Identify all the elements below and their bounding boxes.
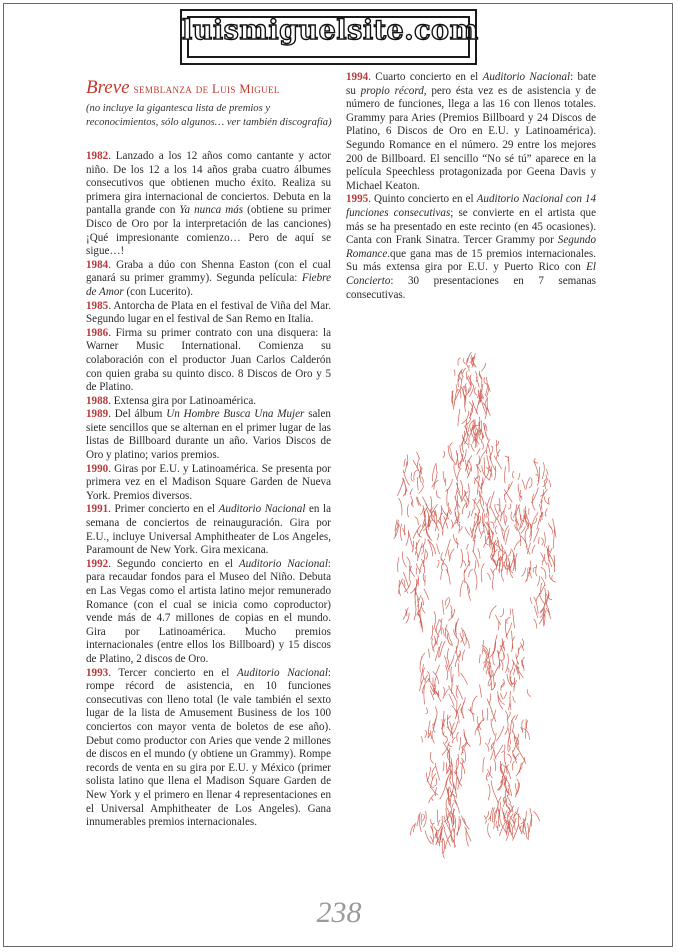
left-column	[86, 150, 331, 830]
entry-year: 1988	[86, 394, 109, 407]
entry-text: salen siete sencillos que se alternan en el primer lugar de las listas de Billboard durante un año. Varios Discos de Oro y platino; varios premios.	[86, 408, 331, 462]
title-rest: semblanza de Luis Miguel	[133, 82, 280, 96]
entry-year: 1991	[86, 503, 109, 516]
figure-left-leg	[419, 597, 474, 824]
entry-year: 1995	[346, 193, 369, 206]
figure-right-foot-strokes	[484, 806, 540, 841]
figure-right-leg-strokes	[472, 606, 531, 827]
figure-right-leg	[472, 606, 531, 827]
figure-right-foot	[484, 806, 540, 841]
entry-text: . Lanzado a los 12 años como cantante y actor niño. De los 12 a los 14 años graba cuatro álbumes consecutivos que obtienen mucho éxito. Realiza su primera gira internacional de conciertos. Debuta en la pantalla grande con	[86, 150, 331, 217]
entry-year: 1989	[86, 408, 109, 421]
figure-torso	[419, 435, 529, 601]
figure-torso-strokes	[419, 435, 529, 601]
entry-year: 1992	[86, 557, 109, 570]
right-column	[346, 71, 596, 302]
entry-1986	[86, 327, 331, 395]
entry-text: : para recaudar fondos para el Museo del Niño. Debuta en Las Vegas como el artista latino mejor remunerado Romance (con el cual se inicia como coproductor) vende más de 4.7 millones de copias en el mundo. Gira por Latinoamérica. Mucho premios internacionales (entre ellos los Billboard) y 15 discos de Platino, 2 discos de Oro.	[86, 557, 331, 665]
entry-year: 1993	[86, 666, 109, 679]
entry-text: . Giras por E.U. y Latinoamérica. Se presenta por primera vez en el Madison Square Garden de Nueva York. Premios diversos.	[86, 462, 331, 502]
entry-year: 1985	[86, 299, 109, 312]
entry-text: . Tercer concierto en el	[108, 666, 238, 679]
title-word: Breve	[86, 77, 130, 98]
entry-text: . Antorcha de Plata en el festival de Viña del Mar. Segundo lugar en el festival de San Remo en Italia.	[86, 299, 331, 326]
entry-text: (con Lucerito).	[123, 285, 194, 298]
figure-sketch	[385, 345, 585, 863]
entry-text: (obtiene su primer Disco de Oro por la interpretación de las canciones) ¡Qué impresionante comienzo… Pero de aquí se sigue…!	[86, 204, 331, 258]
entry-text: . Del álbum	[108, 408, 167, 421]
logo-text: luismiguelsite.com	[182, 15, 479, 46]
figure-right-arm	[521, 458, 557, 628]
figure-left-foot-strokes	[410, 808, 471, 858]
entry-text: : bate su	[346, 71, 596, 97]
entry-year: 1984	[86, 258, 109, 271]
entry-text: . Primer concierto en el	[108, 503, 219, 516]
entry-text: . Segundo concierto en el	[108, 557, 239, 570]
entry-text: . Graba a dúo con Shenna Easton (con el cual ganará su primer grammy). Segunda película:	[86, 258, 331, 285]
entry-1992	[86, 558, 331, 667]
entry-italic-text: Ya nunca más	[179, 204, 244, 217]
figure-left-arm	[394, 452, 433, 632]
entry-italic-text: propio récord	[360, 84, 424, 97]
entry-1995	[346, 193, 596, 302]
entry-italic-text: Auditorio Nacional	[482, 71, 571, 83]
entry-italic-text: Auditorio Nacional	[238, 557, 328, 570]
entry-italic-text: Auditorio Nacional	[218, 503, 306, 516]
entry-year: 1994	[346, 71, 369, 83]
entry-1994	[346, 71, 596, 193]
figure-left-arm-strokes	[394, 452, 433, 632]
entry-text: . Firma su primer contrato con una disquera: la Warner Music International. Comienza su colaboración con el productor Juan Carlos Calderón con quien graba su quinto disco. 8 Discos de Oro y 5 de Platino.	[86, 326, 331, 394]
entry-text: .que gana mas de 15 premios internacionales. Su más extensa gira por E.U. y Puerto Rico con	[346, 247, 596, 274]
entry-year: 1990	[86, 462, 109, 475]
entry-1984	[86, 259, 331, 300]
entry-italic-text: Auditorio Nacional con 14 funciones consecutivas	[346, 193, 596, 219]
entry-text: . Cuarto concierto en el	[368, 71, 483, 83]
entry-1988	[86, 395, 331, 409]
entry-1985	[86, 300, 331, 327]
entry-1982	[86, 150, 331, 259]
entry-text: ; se convierte en el artista que más se ha presentado en este recinto (en 45 ocasiones). Canta con Frank Sinatra. Tercer Grammy por	[346, 206, 596, 247]
figure-left-foot	[410, 808, 471, 858]
entry-year: 1982	[86, 150, 109, 162]
entry-year: 1986	[86, 326, 109, 339]
figure-left-leg-strokes	[419, 597, 474, 824]
figure-right-arm-strokes	[521, 458, 557, 628]
figure-head-strokes	[452, 352, 491, 426]
entry-text: , pero ésta vez es de asistencia y de número de funciones, llega a las 16 con llenos totales. Grammy para Aries (Premios Billboard y 24 Discos de Platino, 6 Discos de Oro en E.U. y Latinoamérica). Segundo Romance en el número. 29 entre los mejores 200 de Billboard. El sencillo “No sé tú” aparece en la película Speechless protagonizada por Geena Davis y Michael Keaton.	[346, 84, 596, 192]
entry-1991	[86, 503, 331, 557]
subtitle: (no incluye la gigantesca lista de premios y reconocimientos, sólo algunos… ver también discografía)	[86, 103, 332, 128]
entry-text: : 30 presentaciones en 7 semanas consecutivas.	[346, 274, 596, 301]
entry-italic-text: Un Hombre Busca Una Mujer	[166, 408, 305, 421]
entry-italic-text: Segundo Romance	[346, 234, 596, 260]
entry-italic-text: Fiebre de Amor	[86, 272, 331, 298]
figure-head	[452, 352, 491, 426]
entry-text: . Quinto concierto en el	[368, 193, 477, 206]
page-title	[86, 77, 346, 99]
entry-text: : rompe récord de asistencia, en 10 funciones consecutivas con lleno total (le vale también el sexto lugar de la lista de Amusement Business de los 100 conciertos con mayor venta de boletos de ese año). Debut como productor con Aries que vende 2 millones de discos en el mundo (y obtiene un Grammy). Rompe records de venta en su gira por E.U. y México (primer solista latino que llena el Madison Square Garden de New York y el primero en llenar 4 representaciones en el Universal Amphitheater de Los Angeles). Gana innumerables premios internacionales.	[86, 666, 331, 829]
entry-text: en la semana de conciertos de reinauguración. Gira por E.U., incluye Universal Amphitheater de Los Angeles, Paramount de New York. Gira mexicana.	[86, 503, 331, 557]
entry-italic-text: El Concierto	[346, 261, 596, 287]
entry-text: . Extensa gira por Latinoamérica.	[108, 394, 257, 407]
site-logo[interactable]	[180, 9, 477, 65]
page-number: 238	[316, 896, 362, 929]
entry-1989	[86, 408, 331, 462]
entry-1993	[86, 667, 331, 830]
entry-italic-text: Auditorio Nacional	[237, 666, 328, 679]
entry-1990	[86, 463, 331, 504]
